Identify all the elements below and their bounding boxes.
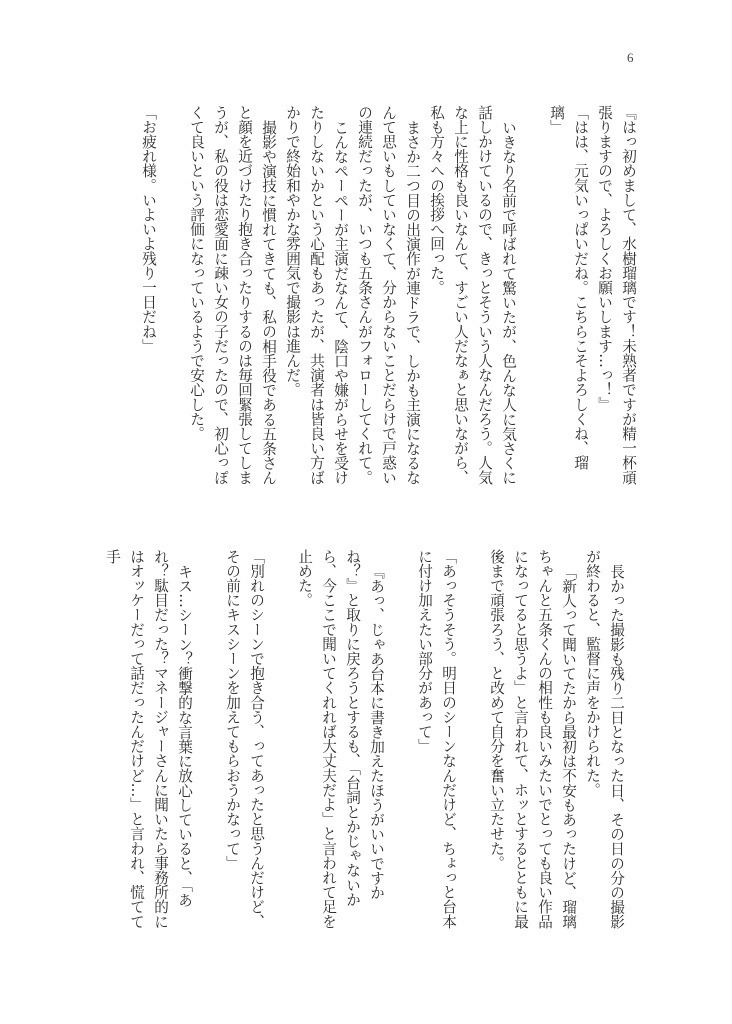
paragraph: 『はっ初めまして、水樹瑠璃です！未熟者ですが精一杯頑張りますので、よろしくお願いします…っ！』 bbox=[596, 105, 637, 485]
lower-text-block bbox=[98, 549, 628, 933]
paragraph: 撮影や演技に慣れてきても、私の相手役である五条さんと顔を近づけたり抱き合ったりするのは毎回緊張してしまうが、私の役は恋愛面に疎い女の子だったので、初心っぽくて良いという評価になっているようで安心した。 bbox=[188, 105, 277, 485]
paragraph: 「あっそうそう。明日のシーンなんだけど、ちょっと台本に付け加えたい部分があって」 bbox=[416, 549, 457, 929]
paragraph: 「新人って聞いてたから最初は不安もあったけど、瑠璃ちゃんと五条くんの相性も良いみたいでとっても良い作品になってると思うよ」と言われて、ホッとするとともに最後まで頑張ろう、と改めて自分を奮い立たせた。 bbox=[488, 549, 577, 929]
page-number: 6 bbox=[627, 50, 634, 65]
upper-text-block bbox=[100, 105, 640, 489]
paragraph: 「お疲れ様。いよいよ残り一日だね」 bbox=[140, 105, 157, 354]
paragraph: 長かった撮影も残り二日となった日、その日の分の撮影が終わると、監督に声をかけられた。 bbox=[584, 549, 625, 929]
paragraph: キス…シーン？衝撃的な言葉に放心していると、「あれ？駄目だった？マネージャーさんに聞いたら事務所的にはオッケーだって話だったんだけど…」と言われ、慌てて手 bbox=[104, 549, 193, 929]
paragraph: 「はは、元気いっぱいだね。こちらこそよろしくね、瑠璃」 bbox=[548, 105, 589, 470]
paragraph: まさか二つ目の出演作が連ドラで、しかも主演になるなんて思いもしていなくて、分からないことだらけで戸惑いの連続だったが、いつも五条さんがフォローしてくれて。 bbox=[356, 105, 421, 485]
paragraph: こんなペーペーが主演だなんて、陰口や嫌がらせを受けたりしないかという心配もあったが、共演者は皆良い方ばかりで終始和やかな雰囲気で撮影は進んだ。 bbox=[284, 105, 349, 485]
paragraph: 「別れのシーンで抱き合う、ってあったと思うんだけど、その前にキスシーンを加えてもらおうかなって」 bbox=[224, 549, 265, 929]
paragraph: 『あっ、じゃあ台本に書き加えたほうがいいですかね？』と取りに戻ろうとするも、「台詞とかじゃないから、今ここで聞いてくれれば大丈夫だよ」と言われて足を止めた。 bbox=[296, 549, 385, 929]
paragraph: いきなり名前で呼ばれて驚いたが、色んな人に気さくに話しかけているので、きっとそういう人なんだろう。人気な上に性格も良いなんて、すごい人だなぁと思いながら、私も方々への挨拶へ回った。 bbox=[428, 105, 517, 485]
